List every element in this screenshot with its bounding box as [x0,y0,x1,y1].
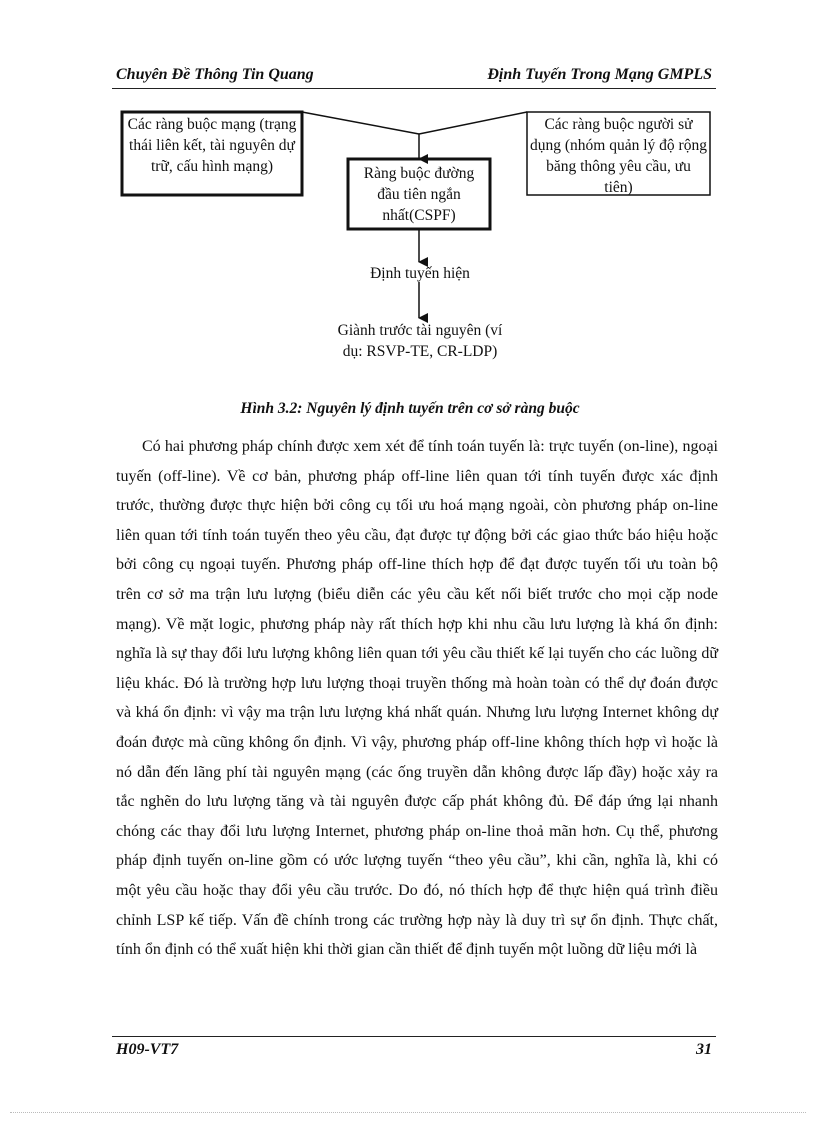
network-constraints-label: Các ràng buộc mạng (trạng thái liên kết, tài nguyên dự trữ, cấu hình mạng) [127,116,297,175]
header-title-right: Định Tuyến Trong Mạng GMPLS [487,66,712,83]
body-paragraph: Có hai phương pháp chính được xem xét để tính toán tuyến là: trực tuyến (on-line), ngoại tuyến (off-line). Về cơ bản, phương pháp off-line liên quan tới tính tuyến được xác định trước, thường được thực hiện bởi công cụ tối ưu hoá mạng ngoài, còn phương pháp on-line liên quan tới tính toán tuyến theo yêu cầu, đạt được tự động bởi các giao thức báo hiệu hoặc bởi công cụ ngoại tuyến. Phương pháp off-line thích hợp để đạt được tuyến tối ưu toàn bộ trên cơ sở ma trận lưu lượng (biểu diễn các yêu cầu kết nối biết trước cho mọi cặp node mạng). Về mặt logic, phương pháp này rất thích hợp khi nhu cầu lưu lượng là khá ổn định: nghĩa là sự thay đổi lưu lượng không liên quan tới yêu cầu thiết kế lại tuyến cho các luồng dữ liệu khác. Đó là trường hợp lưu lượng thoại truyền thống mà hoàn toàn có thể dự đoán được và khá ổn định: vì vậy ma trận lưu lượng khá nhất quán. Nhưng lưu lượng Internet không dự đoán được mà cũng không ổn định. Vì vậy, phương pháp off-line không thích hợp vì hoặc là nó dẫn đến lãng phí tài nguyên mạng (các ống truyền dẫn không được lấp đầy) hoặc xảy ra tắc nghẽn do lưu lượng tăng và tài nguyên được cấp phát không đủ. Để đáp ứng lại nhanh chóng các thay đổi lưu lượng Internet, phương pháp on-line thoả mãn hơn. Cụ thể, phương pháp định tuyến on-line gồm có ước lượng tuyến “theo yêu cầu”, khi cần, nghĩa là, khi có một yêu cầu hoặc thay đổi yêu cầu trước. Do đó, nó thích hợp để thực hiện quá trình điều chỉnh LSP kế tiếp. Vấn đề chính trong các trường hợp này là duy trì sự ổn định. Thực chất, tính ổn định có thể xuất hiện khi thời gian cần thiết để định tuyến một luồng dữ liệu mới là [116,438,718,959]
page-number: 31 [696,1041,712,1058]
footer-rule [112,1036,716,1037]
connector-left [302,112,419,134]
page-edge-dotted-line [10,1112,806,1113]
connector-right [419,112,527,134]
footer-doc-code: H09-VT7 [116,1041,179,1058]
cspf-label: Ràng buộc đường đầu tiên ngắn nhất(CSPF) [363,165,475,224]
explicit-routing-label: Định tuyến hiện [370,265,470,282]
resource-reservation-label: Giành trước tài nguyên (ví dụ: RSVP-TE, CR-LDP) [337,322,503,360]
user-constraints-label: Các ràng buộc người sử dụng (nhóm quản lý độ rộng băng thông yêu cầu, ưu tiên) [530,116,707,196]
header-title-left: Chuyên Đề Thông Tin Quang [116,66,314,83]
figure-caption: Hình 3.2: Nguyên lý định tuyến trên cơ sở ràng buộc [240,400,580,417]
